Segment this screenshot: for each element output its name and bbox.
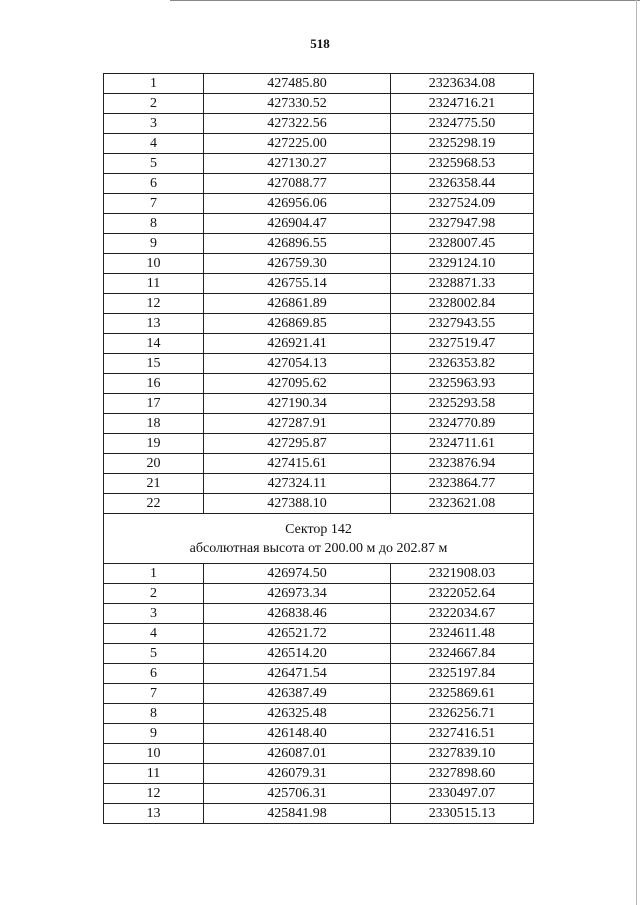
x-coordinate-cell: 425706.31 <box>204 784 391 804</box>
point-number-cell: 3 <box>104 604 204 624</box>
point-number-cell: 5 <box>104 644 204 664</box>
x-coordinate-cell: 427225.00 <box>204 134 391 154</box>
point-number-cell: 1 <box>104 564 204 584</box>
table-row <box>104 74 534 94</box>
y-coordinate-cell: 2322052.64 <box>391 584 534 604</box>
table-row <box>104 604 534 624</box>
y-coordinate-cell: 2325963.93 <box>391 374 534 394</box>
point-number-cell: 13 <box>104 804 204 824</box>
x-coordinate-cell: 426838.46 <box>204 604 391 624</box>
y-coordinate-cell: 2324775.50 <box>391 114 534 134</box>
point-number-cell: 2 <box>104 94 204 114</box>
x-coordinate-cell: 427095.62 <box>204 374 391 394</box>
x-coordinate-cell: 426861.89 <box>204 294 391 314</box>
point-number-cell: 9 <box>104 234 204 254</box>
x-coordinate-cell: 426755.14 <box>204 274 391 294</box>
x-coordinate-cell: 427088.77 <box>204 174 391 194</box>
table-row <box>104 294 534 314</box>
table-row <box>104 474 534 494</box>
y-coordinate-cell: 2323621.08 <box>391 494 534 514</box>
table-row <box>104 374 534 394</box>
x-coordinate-cell: 426087.01 <box>204 744 391 764</box>
x-coordinate-cell: 426974.50 <box>204 564 391 584</box>
y-coordinate-cell: 2329124.10 <box>391 254 534 274</box>
y-coordinate-cell: 2330515.13 <box>391 804 534 824</box>
x-coordinate-cell: 426514.20 <box>204 644 391 664</box>
table-row <box>104 624 534 644</box>
page-number: 518 <box>310 36 330 51</box>
point-number-cell: 19 <box>104 434 204 454</box>
scan-edge-top <box>170 0 640 1</box>
y-coordinate-cell: 2324716.21 <box>391 94 534 114</box>
point-number-cell: 10 <box>104 744 204 764</box>
x-coordinate-cell: 426521.72 <box>204 624 391 644</box>
table-row <box>104 454 534 474</box>
scan-edge-right <box>636 0 637 905</box>
y-coordinate-cell: 2323864.77 <box>391 474 534 494</box>
sector-header-cell <box>104 514 534 564</box>
point-number-cell: 9 <box>104 724 204 744</box>
point-number-cell: 17 <box>104 394 204 414</box>
y-coordinate-cell: 2324770.89 <box>391 414 534 434</box>
x-coordinate-cell: 426325.48 <box>204 704 391 724</box>
point-number-cell: 3 <box>104 114 204 134</box>
point-number-cell: 11 <box>104 764 204 784</box>
table-row <box>104 174 534 194</box>
x-coordinate-cell: 426148.40 <box>204 724 391 744</box>
y-coordinate-cell: 2326353.82 <box>391 354 534 374</box>
point-number-cell: 6 <box>104 174 204 194</box>
table-row <box>104 114 534 134</box>
table-row <box>104 154 534 174</box>
y-coordinate-cell: 2325197.84 <box>391 664 534 684</box>
x-coordinate-cell: 427485.80 <box>204 74 391 94</box>
point-number-cell: 16 <box>104 374 204 394</box>
point-number-cell: 18 <box>104 414 204 434</box>
sector-header-row <box>104 514 534 564</box>
table-row <box>104 134 534 154</box>
y-coordinate-cell: 2330497.07 <box>391 784 534 804</box>
point-number-cell: 10 <box>104 254 204 274</box>
table-row <box>104 644 534 664</box>
y-coordinate-cell: 2328871.33 <box>391 274 534 294</box>
sector-title: Сектор 142 <box>285 522 352 537</box>
x-coordinate-cell: 427415.61 <box>204 454 391 474</box>
table-row <box>104 394 534 414</box>
point-number-cell: 6 <box>104 664 204 684</box>
y-coordinate-cell: 2325298.19 <box>391 134 534 154</box>
point-number-cell: 14 <box>104 334 204 354</box>
point-number-cell: 8 <box>104 214 204 234</box>
point-number-cell: 13 <box>104 314 204 334</box>
table-row <box>104 354 534 374</box>
x-coordinate-cell: 426759.30 <box>204 254 391 274</box>
y-coordinate-cell: 2325293.58 <box>391 394 534 414</box>
y-coordinate-cell: 2325968.53 <box>391 154 534 174</box>
x-coordinate-cell: 427388.10 <box>204 494 391 514</box>
table-row <box>104 664 534 684</box>
y-coordinate-cell: 2327416.51 <box>391 724 534 744</box>
y-coordinate-cell: 2328007.45 <box>391 234 534 254</box>
sector-header <box>104 514 534 564</box>
y-coordinate-cell: 2327519.47 <box>391 334 534 354</box>
table-row <box>104 564 534 584</box>
table-row <box>104 684 534 704</box>
point-number-cell: 12 <box>104 784 204 804</box>
y-coordinate-cell: 2327839.10 <box>391 744 534 764</box>
table-row <box>104 214 534 234</box>
y-coordinate-cell: 2327898.60 <box>391 764 534 784</box>
table-row <box>104 724 534 744</box>
y-coordinate-cell: 2325869.61 <box>391 684 534 704</box>
y-coordinate-cell: 2324711.61 <box>391 434 534 454</box>
x-coordinate-cell: 427287.91 <box>204 414 391 434</box>
y-coordinate-cell: 2326358.44 <box>391 174 534 194</box>
point-number-cell: 21 <box>104 474 204 494</box>
point-number-cell: 7 <box>104 194 204 214</box>
point-number-cell: 2 <box>104 584 204 604</box>
table-row <box>104 434 534 454</box>
table-row <box>104 254 534 274</box>
x-coordinate-cell: 427330.52 <box>204 94 391 114</box>
point-number-cell: 8 <box>104 704 204 724</box>
x-coordinate-cell: 426471.54 <box>204 664 391 684</box>
x-coordinate-cell: 427190.34 <box>204 394 391 414</box>
table-row <box>104 704 534 724</box>
sector-altitude-range: абсолютная высота от 200.00 м до 202.87 м <box>189 541 448 556</box>
x-coordinate-cell: 427295.87 <box>204 434 391 454</box>
point-number-cell: 20 <box>104 454 204 474</box>
y-coordinate-cell: 2324611.48 <box>391 624 534 644</box>
point-number-cell: 12 <box>104 294 204 314</box>
table-row <box>104 234 534 254</box>
x-coordinate-cell: 426387.49 <box>204 684 391 704</box>
x-coordinate-cell: 425841.98 <box>204 804 391 824</box>
x-coordinate-cell: 427324.11 <box>204 474 391 494</box>
y-coordinate-cell: 2323876.94 <box>391 454 534 474</box>
table-row <box>104 784 534 804</box>
table-row <box>104 804 534 824</box>
y-coordinate-cell: 2321908.03 <box>391 564 534 584</box>
point-number-cell: 22 <box>104 494 204 514</box>
y-coordinate-cell: 2328002.84 <box>391 294 534 314</box>
x-coordinate-cell: 426956.06 <box>204 194 391 214</box>
x-coordinate-cell: 426896.55 <box>204 234 391 254</box>
x-coordinate-cell: 427054.13 <box>204 354 391 374</box>
x-coordinate-cell: 426973.34 <box>204 584 391 604</box>
x-coordinate-cell: 427322.56 <box>204 114 391 134</box>
y-coordinate-cell: 2326256.71 <box>391 704 534 724</box>
table-row <box>104 414 534 434</box>
y-coordinate-cell: 2322034.67 <box>391 604 534 624</box>
table-row <box>104 494 534 514</box>
point-number-cell: 11 <box>104 274 204 294</box>
table-row <box>104 274 534 294</box>
x-coordinate-cell: 426904.47 <box>204 214 391 234</box>
y-coordinate-cell: 2327943.55 <box>391 314 534 334</box>
table-row <box>104 314 534 334</box>
table-row <box>104 194 534 214</box>
y-coordinate-cell: 2327524.09 <box>391 194 534 214</box>
point-number-cell: 15 <box>104 354 204 374</box>
y-coordinate-cell: 2327947.98 <box>391 214 534 234</box>
point-number-cell: 1 <box>104 74 204 94</box>
x-coordinate-cell: 426921.41 <box>204 334 391 354</box>
coordinates-table <box>103 73 534 824</box>
table-row <box>104 334 534 354</box>
point-number-cell: 4 <box>104 624 204 644</box>
table-row <box>104 764 534 784</box>
x-coordinate-cell: 426079.31 <box>204 764 391 784</box>
table-row <box>104 744 534 764</box>
section2-rows <box>104 564 534 824</box>
point-number-cell: 7 <box>104 684 204 704</box>
y-coordinate-cell: 2323634.08 <box>391 74 534 94</box>
x-coordinate-cell: 427130.27 <box>204 154 391 174</box>
table-row <box>104 94 534 114</box>
point-number-cell: 5 <box>104 154 204 174</box>
y-coordinate-cell: 2324667.84 <box>391 644 534 664</box>
point-number-cell: 4 <box>104 134 204 154</box>
x-coordinate-cell: 426869.85 <box>204 314 391 334</box>
table-row <box>104 584 534 604</box>
section1-rows <box>104 74 534 514</box>
